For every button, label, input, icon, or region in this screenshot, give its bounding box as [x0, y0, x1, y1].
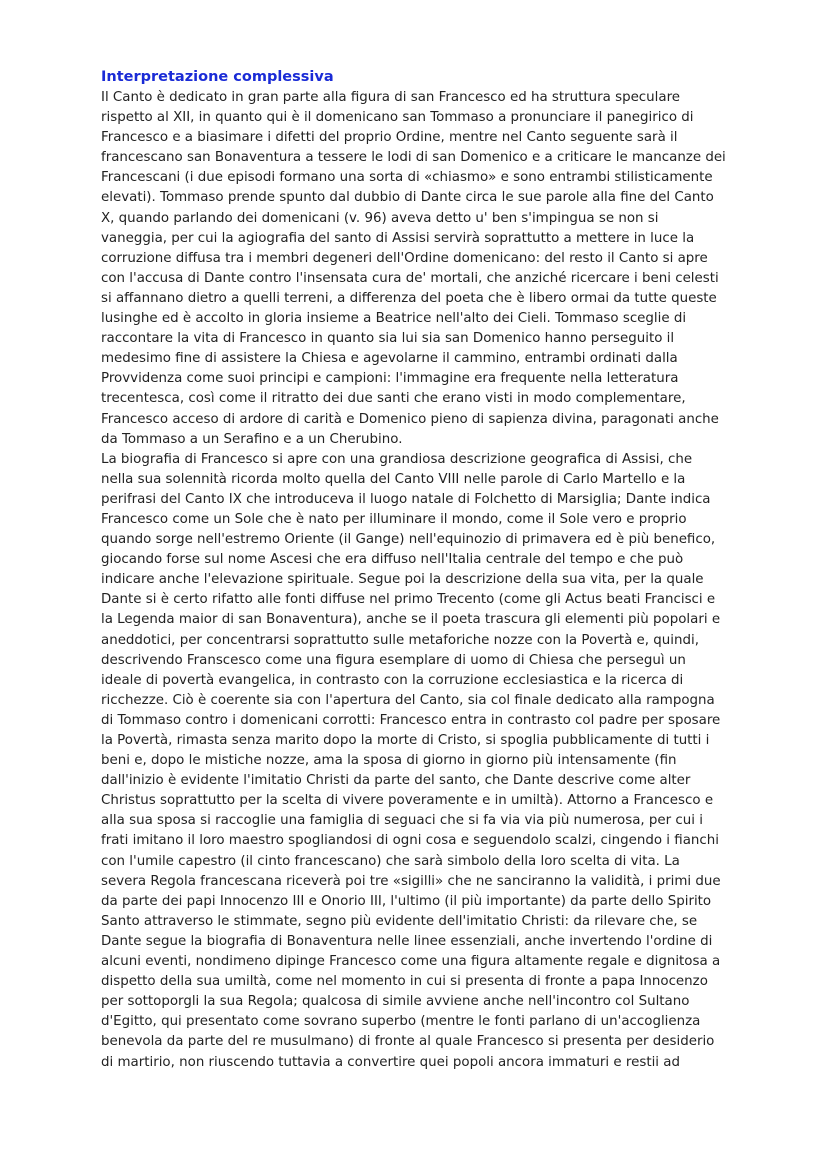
paragraph-1: Il Canto è dedicato in gran parte alla figura di san Francesco ed ha struttura speculare rispetto al XII, in quanto qui è il domenicano san Tommaso a pronunciare il panegirico di Francesco e a biasimare i difetti del proprio Ordine, mentre nel Canto seguente sarà il francescano san Bonaventura a tessere le lodi di san Domenico e a criticare le mancanze dei Francescani (i due episodi formano una sorta di «chiasmo» e sono entrambi stilisticamente elevati). Tommaso prende spunto dal dubbio di Dante circa le sue parole alla fine del Canto X, quando parlando dei domenicani (v. 96) aveva detto u' ben s'impingua se non si vaneggia, per cui la agiografia del santo di Assisi servirà soprattutto a mettere in luce la corruzione diffusa tra i membri degeneri dell'Ordine domenicano: del resto il Canto si apre con l'accusa di Dante contro l'insensata cura de' mortali, che anziché ricercare i beni celesti si affannano dietro a quelli terreni, a differenza del poeta che è libero ormai da tutte queste lusinghe ed è accolto in gloria insieme a Beatrice nell'alto dei Cieli. Tommaso sceglie di raccontare la vita di Francesco in quanto sia lui sia san Domenico hanno perseguito il medesimo fine di assistere la Chiesa e agevolarne il cammino, entrambi ordinati dalla Provvidenza come suoi principi e campioni: l'immagine era frequente nella letteratura trecentesca, così come il ritratto dei due santi che erano visti in modo complementare, Francesco acceso di ardore di carità e Domenico pieno di sapienza divina, paragonati anche da Tommaso a un Serafino e a un Cherubino.	[101, 90, 726, 447]
document-page	[101, 66, 727, 1073]
paragraph-2: La biografia di Francesco si apre con una grandiosa descrizione geografica di Assisi, che nella sua solennità ricorda molto quella del Canto VIII nelle parole di Carlo Martello e la perifrasi del Canto IX che introduceva il luogo natale di Folchetto di Marsiglia; Dante indica Francesco come un Sole che è nato per illuminare il mondo, come il Sole vero e proprio quando sorge nell'estremo Oriente (il Gange) nell'equinozio di primavera ed è più benefico, giocando forse sul nome Ascesi che era diffuso nell'Italia centrale del tempo e che può indicare anche l'elevazione spirituale. Segue poi la descrizione della sua vita, per la quale Dante si è certo rifatto alle fonti diffuse nel primo Trecento (come gli Actus beati Francisci e la Legenda maior di san Bonaventura), anche se il poeta trascura gli elementi più popolari e aneddotici, per concentrarsi soprattutto sulle metaforiche nozze con la Povertà e, quindi, descrivendo Franscesco come una figura esemplare di uomo di Chiesa che perseguì un ideale di povertà evangelica, in contrasto con la corruzione ecclesiastica e la ricerca di ricchezze. Ciò è coerente sia con l'apertura del Canto, sia col finale dedicato alla rampogna di Tommaso contro i domenicani corrotti: Francesco entra in contrasto col padre per sposare la Povertà, rimasta senza marito dopo la morte di Cristo, si spoglia pubblicamente di tutti i beni e, dopo le mistiche nozze, ama la sposa di giorno in giorno più intensamente (fin dall'inizio è evidente l'imitatio Christi da parte del santo, che Dante descrive come alter Christus soprattutto per la scelta di vivere poveramente e in umiltà). Attorno a Francesco e alla sua sposa si raccoglie una famiglia di seguaci che si fa via via più numerosa, per cui i frati imitano il loro maestro spogliandosi di ogni cosa e seguendolo scalzi, cingendo i fianchi con l'umile capestro (il cinto francescano) che sarà simbolo della loro scelta di vita. La severa Regola francescana riceverà poi tre «sigilli» che ne sanciranno la validità, i primi due da parte dei papi Innocenzo III e Onorio III, l'ultimo (il più importante) da parte dello Spirito Santo attraverso le stimmate, segno più evidente dell'imitatio Christi: da rilevare che, se Dante segue la biografia di Bonaventura nelle linee essenziali, anche invertendo l'ordine di alcuni eventi, nondimeno dipinge Francesco come una figura altamente regale e dignitosa a dispetto della sua umiltà, come nel momento in cui si presenta di fronte a papa Innocenzo per sottoporgli la sua Regola; qualcosa di simile avviene anche nell'incontro col Sultano d'Egitto, qui presentato come sovrano superbo (mentre le fonti parlano di un'accoglienza benevola da parte del re musulmano) di fronte al quale Francesco si presenta per desiderio di martirio, non riuscendo tuttavia a convertire quei popoli ancora immaturi e restii ad	[101, 451, 721, 1070]
section-heading: Interpretazione complessiva	[101, 69, 334, 85]
